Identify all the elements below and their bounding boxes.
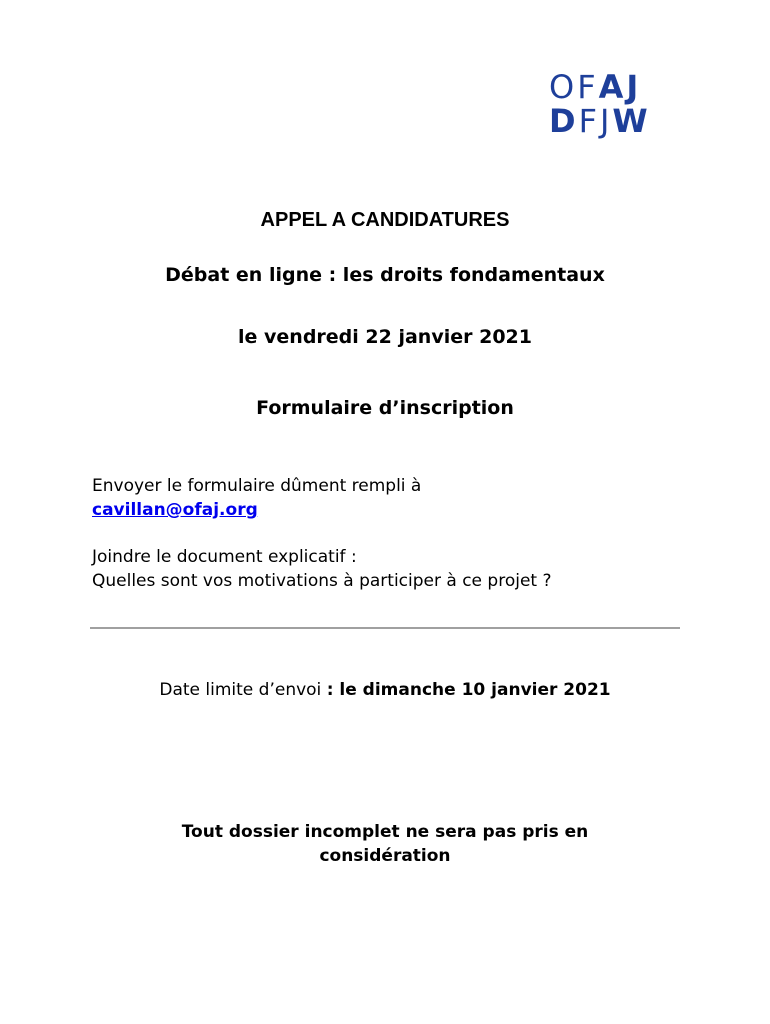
- logo-text: FJ: [578, 102, 613, 140]
- ofaj-dfjw-logo: [549, 70, 661, 138]
- event-date: le vendredi 22 janvier 2021: [238, 326, 532, 348]
- warning-line-2: considération: [319, 846, 451, 866]
- logo-text: W: [612, 102, 651, 140]
- logo-text: D: [549, 102, 579, 140]
- logo-row-ofaj: [549, 70, 661, 104]
- attach-instruction: Joindre le document explicatif :: [92, 547, 357, 567]
- page-title: APPEL A CANDIDATURES: [260, 209, 510, 231]
- logo-text: J: [626, 68, 642, 106]
- incomplete-warning: [0, 820, 770, 868]
- logo-text: OF: [549, 68, 599, 106]
- form-title: Formulaire d’inscription: [256, 397, 514, 419]
- email-link[interactable]: cavillan@ofaj.org: [92, 500, 258, 520]
- send-instruction: Envoyer le formulaire dûment rempli à: [92, 476, 422, 496]
- event-title: Débat en ligne : les droits fondamentaux: [165, 264, 605, 286]
- email-line: [92, 498, 258, 522]
- deadline-date: : le dimanche 10 janvier 2021: [326, 680, 611, 700]
- logo-text: A: [598, 68, 627, 106]
- deadline: [0, 678, 770, 702]
- motivation-question: Quelles sont vos motivations à participer à ce projet ?: [92, 571, 552, 591]
- logo-row-dfjw: [549, 104, 661, 138]
- horizontal-divider: [90, 627, 680, 629]
- warning-line-1: Tout dossier incomplet ne sera pas pris en: [181, 822, 589, 842]
- deadline-label: Date limite d’envoi: [159, 680, 327, 700]
